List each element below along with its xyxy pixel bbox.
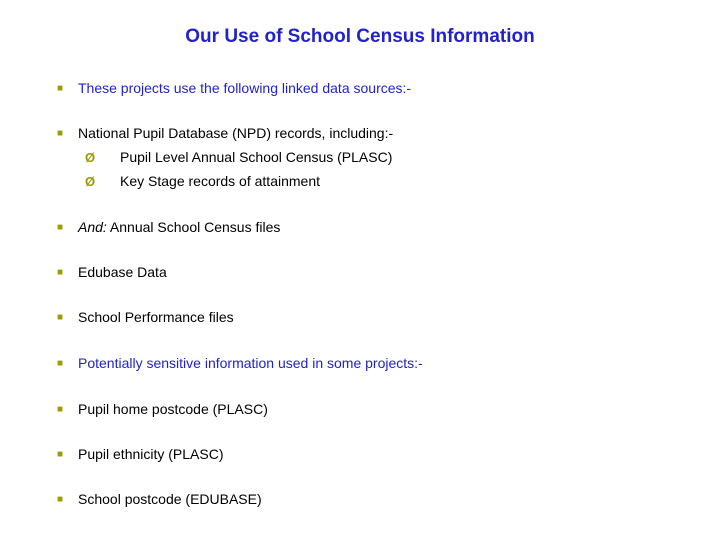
bullet-item [57,123,690,144]
bullet-text-italic-prefix: And: [78,219,107,235]
sub-bullet-text: Pupil Level Annual School Census (PLASC) [120,149,393,165]
bullet-text: School postcode (EDUBASE) [78,491,262,507]
bullet-text-rest: Annual School Census files [106,219,281,235]
arrow-bullet-icon: Ø [85,150,96,165]
sub-bullet-item [57,171,690,192]
bullet-item [57,489,690,510]
bullet-item [57,262,690,283]
square-bullet-icon: ■ [57,312,64,323]
bullet-item [57,353,690,374]
bullet-item [57,307,690,328]
bullet-item [57,444,690,465]
bullet-text: Pupil home postcode (PLASC) [78,401,268,417]
bullet-text: National Pupil Database (NPD) records, including:- [78,125,394,141]
bullet-text: Potentially sensitive information used in some projects:- [78,355,423,371]
square-bullet-icon: ■ [57,267,64,278]
square-bullet-icon: ■ [57,222,64,233]
sub-bullet-text: Key Stage records of attainment [120,173,320,189]
bullet-text: These projects use the following linked data sources:- [78,80,412,96]
square-bullet-icon: ■ [57,494,64,505]
bullet-text: Pupil ethnicity (PLASC) [78,446,224,462]
square-bullet-icon: ■ [57,404,64,415]
square-bullet-icon: ■ [57,449,64,460]
bullet-text: School Performance files [78,309,234,325]
bullet-text [78,217,280,238]
bullet-text: Edubase Data [78,264,167,280]
sub-bullet-item [57,147,690,168]
bullet-item [57,78,690,99]
bullet-item [57,217,690,238]
arrow-bullet-icon: Ø [85,174,96,189]
slide-title: Our Use of School Census Information [185,26,535,47]
slide-body [0,48,720,510]
bullet-item [57,399,690,420]
square-bullet-icon: ■ [57,83,64,94]
square-bullet-icon: ■ [57,358,64,369]
square-bullet-icon: ■ [57,128,64,139]
